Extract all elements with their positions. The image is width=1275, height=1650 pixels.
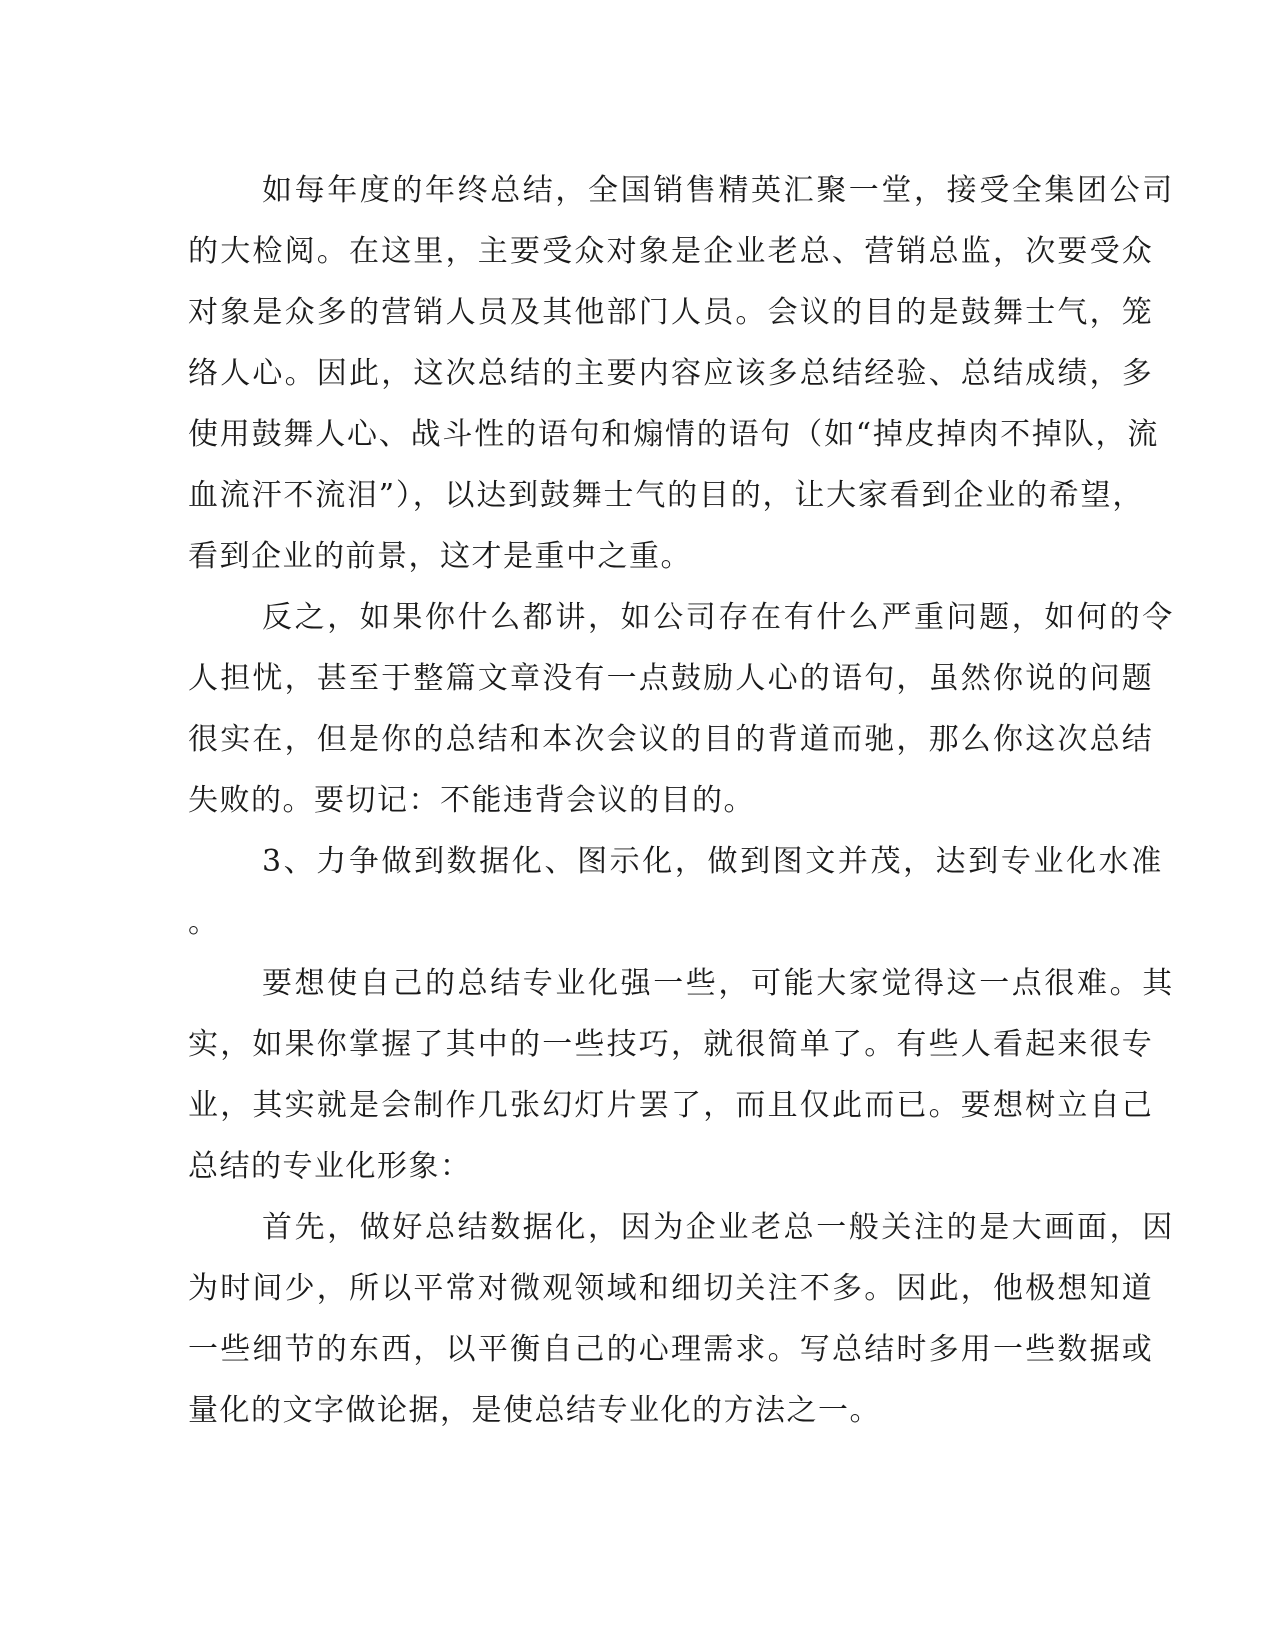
paragraph-line: 看到企业的前景，这才是重中之重。	[188, 539, 692, 574]
paragraph-line: 人担忧，甚至于整篇文章没有一点鼓励人心的语句，虽然你说的问题	[188, 661, 1154, 696]
paragraph-line: 如每年度的年终总结，全国销售精英汇聚一堂，接受全集团公司	[262, 173, 1175, 208]
paragraph-line: 很实在，但是你的总结和本次会议的目的背道而驰，那么你这次总结	[188, 722, 1154, 757]
paragraph-line: 为时间少，所以平常对微观领域和细切关注不多。因此，他极想知道	[188, 1271, 1154, 1306]
document-body	[188, 160, 1175, 1441]
paragraph-line: 要想使自己的总结专业化强一些，可能大家觉得这一点很难。其	[262, 966, 1175, 1001]
paragraph-line: 首先，做好总结数据化，因为企业老总一般关注的是大画面，因	[262, 1210, 1175, 1245]
paragraph-line: 总结的专业化形象：	[188, 1149, 472, 1184]
paragraph-4	[188, 953, 1175, 1197]
paragraph-line: 的大检阅。在这里，主要受众对象是企业老总、营销总监，次要受众	[188, 234, 1154, 269]
paragraph-line: 业，其实就是会制作几张幻灯片罢了，而且仅此而已。要想树立自己	[188, 1088, 1154, 1123]
paragraph-line: 对象是众多的营销人员及其他部门人员。会议的目的是鼓舞士气，笼	[188, 295, 1154, 330]
paragraph-2	[188, 587, 1175, 831]
paragraph-5	[188, 1197, 1175, 1441]
paragraph-line: 反之，如果你什么都讲，如公司存在有什么严重问题，如何的令	[262, 600, 1175, 635]
section-heading-line: 3、力争做到数据化、图示化，做到图文并茂，达到专业化水准	[262, 844, 1164, 879]
paragraph-line: 失败的。要切记：不能违背会议的目的。	[188, 783, 755, 818]
paragraph-line: 实，如果你掌握了其中的一些技巧，就很简单了。有些人看起来很专	[188, 1027, 1154, 1062]
paragraph-line: 络人心。因此，这次总结的主要内容应该多总结经验、总结成绩，多	[188, 356, 1154, 391]
paragraph-line: 使用鼓舞人心、战斗性的语句和煽情的语句（如“掉皮掉肉不掉队，流	[188, 417, 1160, 452]
section-heading-3	[188, 831, 1164, 953]
section-heading-line: 。	[188, 905, 220, 940]
paragraph-line: 一些细节的东西，以平衡自己的心理需求。写总结时多用一些数据或	[188, 1332, 1154, 1367]
paragraph-line: 血流汗不流泪”），以达到鼓舞士气的目的，让大家看到企业的希望，	[188, 478, 1145, 513]
paragraph-line: 量化的文字做论据，是使总结专业化的方法之一。	[188, 1393, 881, 1428]
paragraph-1	[188, 160, 1175, 587]
